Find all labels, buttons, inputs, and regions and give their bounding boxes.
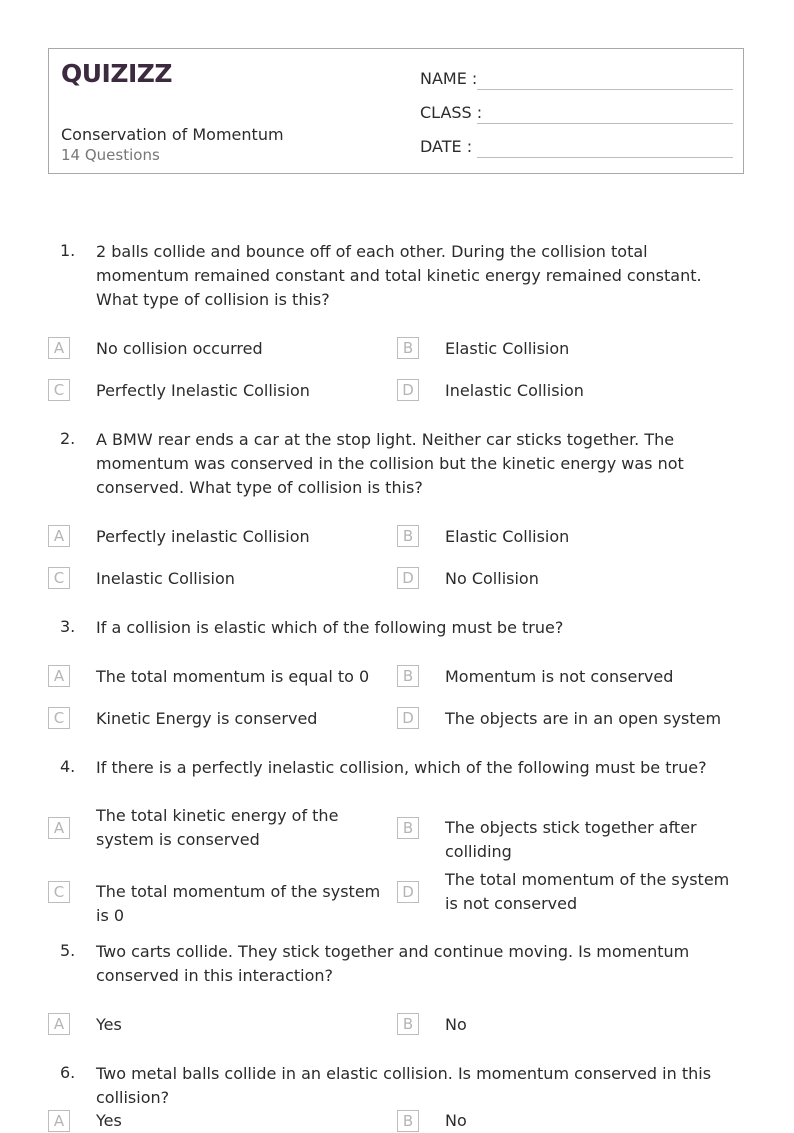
- option-d-text: No Collision: [445, 569, 539, 588]
- question-text: If there is a perfectly inelastic collision, which of the following must be true?: [96, 758, 707, 777]
- question-text: If a collision is elastic which of the following must be true?: [96, 618, 564, 637]
- option-d-text: Inelastic Collision: [445, 381, 584, 400]
- option-d-box[interactable]: D: [397, 567, 419, 589]
- question-number: 1.: [60, 241, 76, 260]
- option-b-text: No: [445, 1111, 467, 1130]
- option-a-box[interactable]: A: [48, 337, 70, 359]
- option-a-box[interactable]: A: [48, 525, 70, 547]
- option-a-box[interactable]: A: [48, 665, 70, 687]
- date-label: DATE :: [420, 137, 473, 156]
- option-b-box[interactable]: B: [397, 665, 419, 687]
- option-d-box[interactable]: D: [397, 881, 419, 903]
- option-d-text: The objects are in an open system: [445, 709, 722, 728]
- question-number: 4.: [60, 757, 76, 776]
- option-b-box[interactable]: B: [397, 337, 419, 359]
- option-b-text: Momentum is not conserved: [445, 667, 674, 686]
- option-a-text: Yes: [96, 1111, 122, 1130]
- option-a-text: No collision occurred: [96, 339, 263, 358]
- option-b-text: Elastic Collision: [445, 339, 570, 358]
- worksheet-header: [48, 48, 744, 174]
- class-label: CLASS :: [420, 103, 483, 122]
- question-number: 6.: [60, 1063, 76, 1082]
- worksheet-title: Conservation of Momentum: [61, 125, 284, 144]
- option-b-text: The objects stick together after colliding: [445, 818, 697, 861]
- question-text: 2 balls collide and bounce off of each other. During the collision total momentum remained constant and total kinetic energy remained constant. What type of collision is this?: [96, 242, 702, 309]
- question-text: Two metal balls collide in an elastic collision. Is momentum conserved in this collision?: [96, 1064, 712, 1107]
- name-label: NAME :: [420, 69, 478, 88]
- question-number: 5.: [60, 941, 76, 960]
- question-count: 14 Questions: [61, 146, 160, 164]
- option-a-text: Yes: [96, 1015, 122, 1034]
- option-b-text: No: [445, 1015, 467, 1034]
- option-d-text: The total momentum of the system is not conserved: [445, 870, 730, 913]
- quizizz-logo: QUIZIZZ: [61, 59, 173, 88]
- option-a-text: Perfectly inelastic Collision: [96, 527, 310, 546]
- option-c-box[interactable]: C: [48, 379, 70, 401]
- option-c-box[interactable]: C: [48, 567, 70, 589]
- option-c-text: The total momentum of the system is 0: [96, 882, 381, 925]
- question-text: Two carts collide. They stick together and continue moving. Is momentum conserved in this interaction?: [96, 942, 690, 985]
- option-b-text: Elastic Collision: [445, 527, 570, 546]
- option-b-box[interactable]: B: [397, 1013, 419, 1035]
- date-line: [477, 157, 733, 158]
- option-a-text: The total momentum is equal to 0: [96, 667, 370, 686]
- option-b-box[interactable]: B: [397, 525, 419, 547]
- option-a-box[interactable]: A: [48, 1110, 70, 1132]
- option-a-text: The total kinetic energy of the system is conserved: [96, 806, 339, 849]
- option-a-box[interactable]: A: [48, 817, 70, 839]
- option-d-box[interactable]: D: [397, 707, 419, 729]
- option-b-box[interactable]: B: [397, 817, 419, 839]
- question-number: 3.: [60, 617, 76, 636]
- option-a-box[interactable]: A: [48, 1013, 70, 1035]
- option-d-box[interactable]: D: [397, 379, 419, 401]
- option-c-text: Perfectly Inelastic Collision: [96, 381, 310, 400]
- option-c-box[interactable]: C: [48, 881, 70, 903]
- class-line: [477, 123, 733, 124]
- question-number: 2.: [60, 429, 76, 448]
- question-text: A BMW rear ends a car at the stop light. Neither car sticks together. The momentum was conserved in the collision but the kinetic energy was not conserved. What type of collision is this?: [96, 430, 684, 497]
- name-line: [477, 89, 733, 90]
- option-b-box[interactable]: B: [397, 1110, 419, 1132]
- option-c-text: Kinetic Energy is conserved: [96, 709, 318, 728]
- option-c-box[interactable]: C: [48, 707, 70, 729]
- option-c-text: Inelastic Collision: [96, 569, 235, 588]
